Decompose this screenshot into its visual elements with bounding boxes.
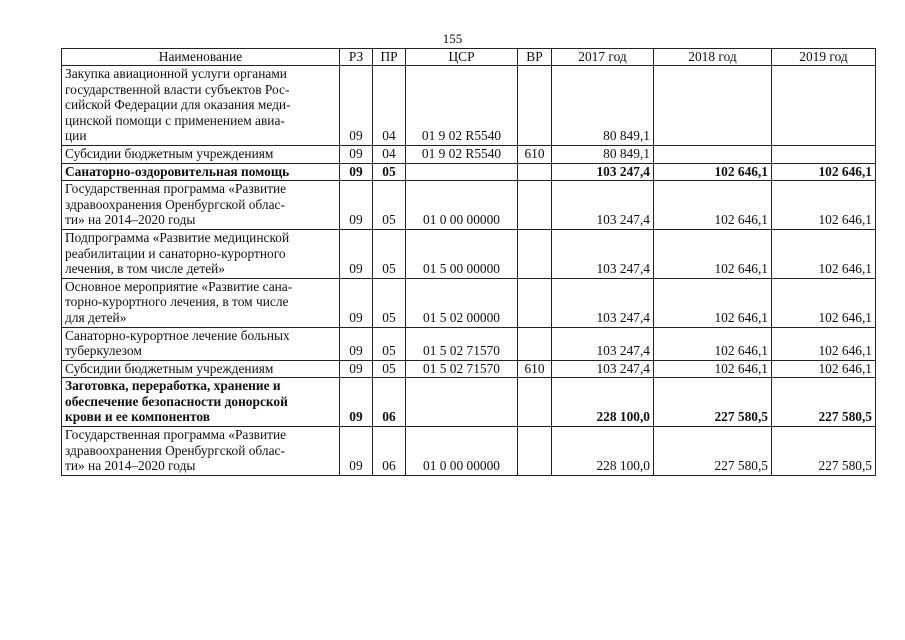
cell-y2017: 103 247,4 <box>552 360 654 378</box>
row-name <box>62 278 340 327</box>
row-name-line: обеспечение безопасности донорской <box>65 393 288 409</box>
table-row <box>62 327 876 360</box>
cell-vr <box>518 378 552 427</box>
cell-y2019: 102 646,1 <box>772 278 876 327</box>
table-row <box>62 427 876 476</box>
header-row <box>62 49 876 66</box>
row-name <box>62 360 340 378</box>
row-name <box>62 66 340 146</box>
cell-y2017: 103 247,4 <box>552 327 654 360</box>
cell-y2017: 228 100,0 <box>552 427 654 476</box>
row-name-line: ти» на 2014–2020 годы <box>65 458 196 474</box>
row-name-line: лечения, в том числе детей» <box>65 261 225 277</box>
table-row <box>62 378 876 427</box>
row-name-line: Подпрограмма «Развитие медицинской <box>65 229 290 245</box>
row-name-line: Государственная программа «Развитие <box>65 427 287 443</box>
cell-y2019: 102 646,1 <box>772 360 876 378</box>
row-name-line: государственной власти субъектов Рос- <box>65 81 290 97</box>
cell-y2018: 102 646,1 <box>654 163 772 181</box>
cell-rz: 09 <box>340 278 373 327</box>
cell-y2017: 228 100,0 <box>552 378 654 427</box>
cell-y2019 <box>772 66 876 146</box>
cell-y2017: 103 247,4 <box>552 278 654 327</box>
row-name-line: ти» на 2014–2020 годы <box>65 212 196 228</box>
row-name <box>62 181 340 230</box>
header-2018: 2018 год <box>654 49 772 66</box>
cell-csr: 01 5 02 71570 <box>406 327 518 360</box>
cell-csr: 01 5 02 71570 <box>406 360 518 378</box>
header-name: Наименование <box>62 49 340 66</box>
cell-vr <box>518 66 552 146</box>
cell-y2017: 103 247,4 <box>552 181 654 230</box>
cell-rz: 09 <box>340 327 373 360</box>
table-row <box>62 229 876 278</box>
cell-y2018: 102 646,1 <box>654 229 772 278</box>
cell-pr: 05 <box>373 278 406 327</box>
table-row <box>62 360 876 378</box>
page-number: 155 <box>442 31 463 46</box>
cell-rz: 09 <box>340 163 373 181</box>
cell-y2018: 102 646,1 <box>654 360 772 378</box>
cell-y2018 <box>654 66 772 146</box>
row-name <box>62 427 340 476</box>
cell-y2017: 103 247,4 <box>552 229 654 278</box>
cell-y2019 <box>772 145 876 163</box>
cell-y2017: 80 849,1 <box>552 145 654 163</box>
row-name-line: Заготовка, переработка, хранение и <box>65 378 281 394</box>
cell-y2018: 227 580,5 <box>654 427 772 476</box>
cell-vr: 610 <box>518 145 552 163</box>
cell-y2019: 102 646,1 <box>772 229 876 278</box>
cell-y2019: 102 646,1 <box>772 163 876 181</box>
cell-csr: 01 5 00 00000 <box>406 229 518 278</box>
cell-y2019: 227 580,5 <box>772 378 876 427</box>
cell-pr: 06 <box>373 378 406 427</box>
cell-rz: 09 <box>340 229 373 278</box>
budget-table <box>61 48 876 476</box>
row-name-line: Субсидии бюджетным учреждениям <box>65 360 274 376</box>
row-name <box>62 327 340 360</box>
cell-csr <box>406 163 518 181</box>
header-csr: ЦСР <box>406 49 518 66</box>
row-name-line: торно-курортного лечения, в том числе <box>65 294 289 310</box>
cell-vr <box>518 327 552 360</box>
cell-pr: 05 <box>373 181 406 230</box>
cell-vr <box>518 278 552 327</box>
cell-csr: 01 9 02 R5540 <box>406 66 518 146</box>
row-name-line: крови и ее компонентов <box>65 409 210 425</box>
cell-y2018: 227 580,5 <box>654 378 772 427</box>
table-row <box>62 181 876 230</box>
row-name-line: реабилитации и санаторно-курортного <box>65 245 286 261</box>
table-body <box>62 66 876 476</box>
row-name-line: здравоохранения Оренбургской облас- <box>65 196 285 212</box>
cell-vr <box>518 163 552 181</box>
table-row <box>62 66 876 146</box>
header-pr: ПР <box>373 49 406 66</box>
row-name-line: сийской Федерации для оказания меди- <box>65 97 291 113</box>
header-2019: 2019 год <box>772 49 876 66</box>
cell-vr <box>518 427 552 476</box>
cell-rz: 09 <box>340 360 373 378</box>
cell-pr: 04 <box>373 145 406 163</box>
cell-csr <box>406 378 518 427</box>
table-row <box>62 163 876 181</box>
cell-pr: 05 <box>373 163 406 181</box>
cell-pr: 04 <box>373 66 406 146</box>
cell-rz: 09 <box>340 66 373 146</box>
row-name-line: для детей» <box>65 309 127 325</box>
cell-csr: 01 9 02 R5540 <box>406 145 518 163</box>
cell-vr <box>518 229 552 278</box>
cell-csr: 01 5 02 00000 <box>406 278 518 327</box>
cell-pr: 05 <box>373 229 406 278</box>
cell-pr: 05 <box>373 360 406 378</box>
cell-csr: 01 0 00 00000 <box>406 181 518 230</box>
row-name-line: Санаторно-оздоровительная помощь <box>65 163 290 179</box>
row-name-line: Субсидии бюджетным учреждениям <box>65 145 274 161</box>
cell-y2018: 102 646,1 <box>654 327 772 360</box>
cell-csr: 01 0 00 00000 <box>406 427 518 476</box>
cell-y2018: 102 646,1 <box>654 181 772 230</box>
row-name-line: Закупка авиационной услуги органами <box>65 66 287 81</box>
header-vr: ВР <box>518 49 552 66</box>
header-2017: 2017 год <box>552 49 654 66</box>
cell-y2019: 102 646,1 <box>772 327 876 360</box>
table-row <box>62 278 876 327</box>
row-name <box>62 145 340 163</box>
cell-y2017: 80 849,1 <box>552 66 654 146</box>
row-name-line: туберкулезом <box>65 343 142 359</box>
cell-rz: 09 <box>340 181 373 230</box>
cell-rz: 09 <box>340 378 373 427</box>
row-name-line: ции <box>65 128 87 144</box>
row-name-line: здравоохранения Оренбургской облас- <box>65 442 285 458</box>
cell-pr: 05 <box>373 327 406 360</box>
cell-vr: 610 <box>518 360 552 378</box>
cell-y2019: 102 646,1 <box>772 181 876 230</box>
cell-rz: 09 <box>340 427 373 476</box>
cell-y2019: 227 580,5 <box>772 427 876 476</box>
cell-y2017: 103 247,4 <box>552 163 654 181</box>
cell-vr <box>518 181 552 230</box>
row-name <box>62 378 340 427</box>
row-name <box>62 229 340 278</box>
row-name-line: Государственная программа «Развитие <box>65 181 287 197</box>
row-name <box>62 163 340 181</box>
row-name-line: Санаторно-курортное лечение больных <box>65 327 290 343</box>
table-row <box>62 145 876 163</box>
row-name-line: цинской помощи с применением авиа- <box>65 112 285 128</box>
header-rz: РЗ <box>340 49 373 66</box>
cell-rz: 09 <box>340 145 373 163</box>
cell-y2018: 102 646,1 <box>654 278 772 327</box>
row-name-line: Основное мероприятие «Развитие сана- <box>65 278 293 294</box>
cell-pr: 06 <box>373 427 406 476</box>
cell-y2018 <box>654 145 772 163</box>
